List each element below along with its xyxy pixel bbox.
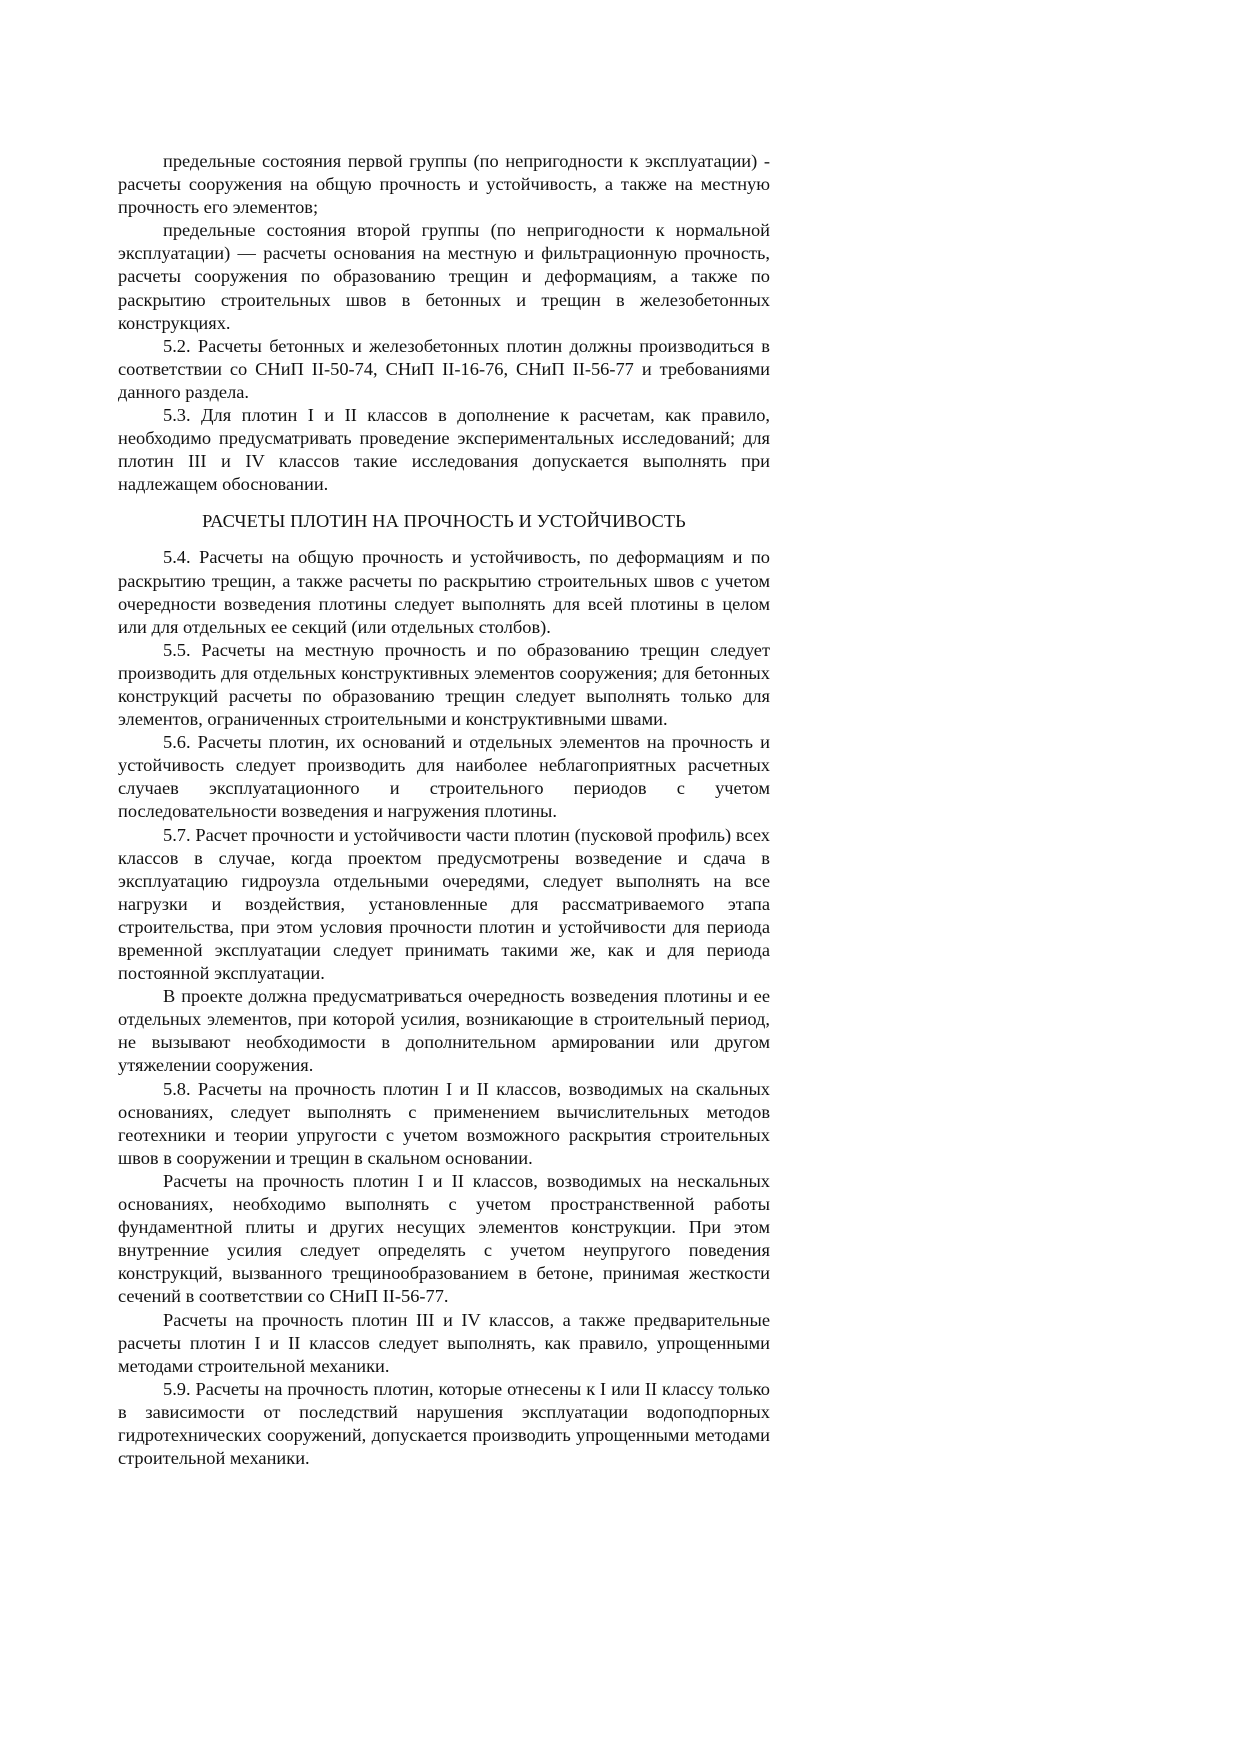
paragraph-limit-states-group-2: предельные состояния второй группы (по непригодности к нормальной эксплуатации) — расчеты основания на местную и фильтрационную прочность, расчеты сооружения по образованию трещин и деформациям, а также по раскрытию строительных швов в бетонных и трещин в железобетонных конструкциях. bbox=[118, 220, 770, 333]
section-heading: РАСЧЕТЫ ПЛОТИН НА ПРОЧНОСТЬ И УСТОЙЧИВОСТЬ bbox=[202, 511, 686, 532]
paragraph-5-3: 5.3. Для плотин I и II классов в дополнение к расчетам, как правило, необходимо предусматривать проведение экспериментальных исследований; для плотин III и IV классов такие исследования допускается выполнять при надлежащем обосновании. bbox=[118, 405, 770, 495]
paragraph-5-4: 5.4. Расчеты на общую прочность и устойчивость, по деформациям и по раскрытию трещин, а также расчеты по раскрытию строительных швов с учетом очередности возведения плотины следует выполнять для всей плотины в целом или для отдельных ее секций (или отдельных столбов). bbox=[118, 547, 770, 637]
paragraph-5-6: 5.6. Расчеты плотин, их оснований и отдельных элементов на прочность и устойчивость следует производить для наиболее неблагоприятных расчетных случаев эксплуатационного и строительного периодов с учетом последовательности возведения и нагружения плотины. bbox=[118, 732, 770, 822]
paragraph-limit-states-group-1: предельные состояния первой группы (по непригодности к эксплуатации) - расчеты сооружения на общую прочность и устойчивость, а также на местную прочность его элементов; bbox=[118, 151, 770, 218]
paragraph-5-9: 5.9. Расчеты на прочность плотин, которые отнесены к I или II классу только в зависимости от последствий нарушения эксплуатации водоподпорных гидротехнических сооружений, допускается производить упрощенными методами строительной механики. bbox=[118, 1378, 770, 1469]
paragraph-class-3-4-calculations: Расчеты на прочность плотин III и IV классов, а также предварительные расчеты плотин I и II классов следует выполнять, как правило, упрощенными методами строительной механики. bbox=[118, 1309, 770, 1376]
paragraph-construction-sequence: В проекте должна предусматриваться очередность возведения плотины и ее отдельных элементов, при которой усилия, возникающие в строительный период, не вызывают необходимости в дополнительном армировании или другом утяжелении сооружения. bbox=[118, 986, 770, 1076]
paragraph-5-2: 5.2. Расчеты бетонных и железобетонных плотин должны производиться в соответствии со СНиП II-50-74, СНиП II-16-76, СНиП II-56-77 и требованиями данного раздела. bbox=[118, 335, 770, 402]
document-page bbox=[118, 150, 770, 1470]
paragraph-non-rock-foundations: Расчеты на прочность плотин I и II классов, возводимых на нескальных основаниях, необходимо выполнять с учетом пространственной работы фундаментной плиты и других несущих элементов конструкции. При этом внутренние усилия следует определять с учетом неупругого поведения конструкций, вызванного трещинообразованием в бетоне, принимая жесткости сечений в соответствии со СНиП II-56-77. bbox=[118, 1170, 770, 1307]
paragraph-5-5: 5.5. Расчеты на местную прочность и по образованию трещин следует производить для отдельных конструктивных элементов сооружения; для бетонных конструкций расчеты по образованию трещин следует выполнять только для элементов, ограниченных строительными и конструктивными швами. bbox=[118, 639, 770, 730]
paragraph-5-8: 5.8. Расчеты на прочность плотин I и II классов, возводимых на скальных основаниях, следует выполнять с применением вычислительных методов геотехники и теории упругости с учетом возможного раскрытия строительных швов в сооружении и трещин в скальном основании. bbox=[118, 1078, 770, 1168]
paragraph-5-7: 5.7. Расчет прочности и устойчивости части плотин (пусковой профиль) всех классов в случае, когда проектом предусмотрены возведение и сдача в эксплуатацию гидроузла отдельными очередями, следует выполнять на все нагрузки и воздействия, установленные для рассматриваемого этапа строительства, при этом условия прочности плотин и устойчивости для периода временной эксплуатации следует принимать такими же, как и для периода постоянной эксплуатации. bbox=[118, 824, 770, 984]
